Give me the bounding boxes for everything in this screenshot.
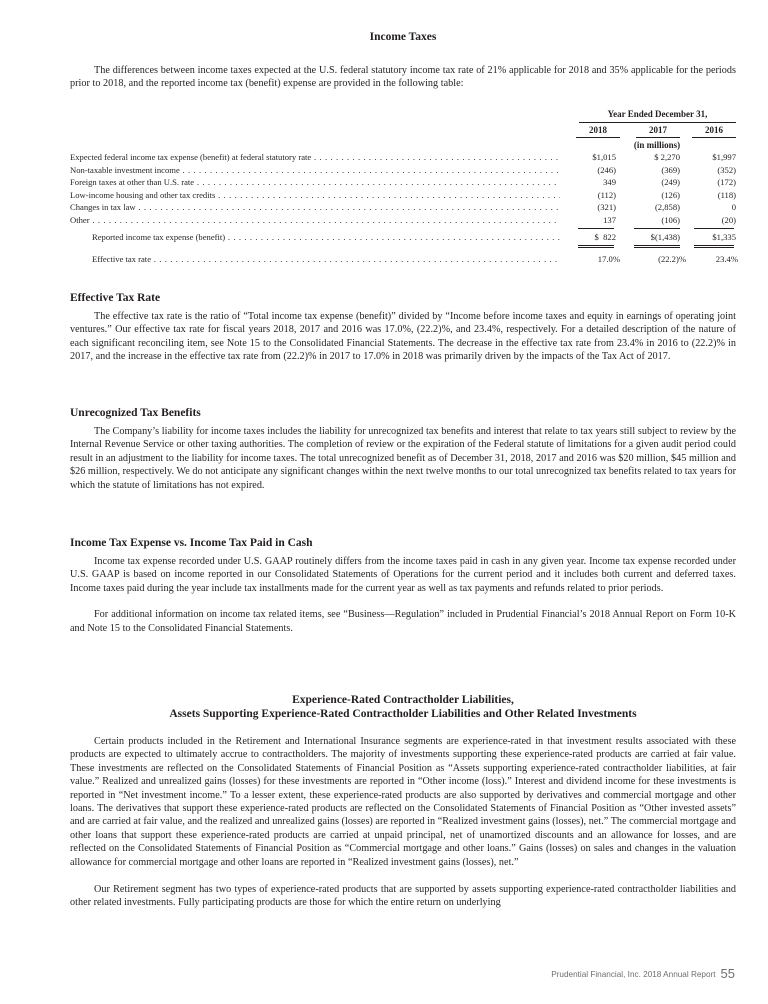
row-label: Non-taxable investment income . . . xyxy=(70,165,560,175)
section-effective-tax-rate xyxy=(70,292,736,364)
row-label: Effective tax rate . . . xyxy=(92,254,560,264)
paragraph: The differences between income taxes expected at the U.S. federal statutory income tax rate of 21% applicable for 2018 and 35% applicable for the periods prior to 2018, and the reported income tax (benefit) expense are provided in the following table: xyxy=(70,65,736,90)
section-title-income-taxes: Income Taxes xyxy=(369,31,437,43)
table-row xyxy=(70,165,736,177)
table-row xyxy=(70,202,736,214)
cell-2016: $1,335 xyxy=(712,232,736,242)
column-rule xyxy=(576,137,620,138)
header-rule xyxy=(579,122,736,123)
row-label: Expected federal income tax expense (benefit) at federal statutory rate . . . xyxy=(70,152,560,162)
section-unrecognized-tax-benefits xyxy=(70,407,736,492)
section-heading: Income Tax Expense vs. Income Tax Paid in Cash xyxy=(70,537,313,549)
table-group-header: Year Ended December 31, xyxy=(607,109,708,119)
total-double-rule xyxy=(694,245,734,248)
cell-2018: 137 xyxy=(603,214,616,225)
table-row xyxy=(70,215,736,227)
row-label: Other . . . xyxy=(70,215,560,225)
subtotal-rule xyxy=(634,228,680,229)
cell-2018: 349 xyxy=(603,177,616,187)
table-row-total xyxy=(70,232,736,244)
cell-2016: 0 xyxy=(731,202,736,212)
table-row xyxy=(70,190,736,202)
column-header-2016: 2016 xyxy=(705,125,723,135)
cell-2018: $ 822 xyxy=(594,232,616,242)
cell-2018: 17.0% xyxy=(597,254,620,264)
subtotal-rule xyxy=(694,228,734,229)
section-title-line-1: Experience-Rated Contractholder Liabilities, xyxy=(292,694,514,706)
row-label: Foreign taxes at other than U.S. rate . . . xyxy=(70,177,560,187)
page-number: 55 xyxy=(720,966,735,981)
cell-2018: $1,015 xyxy=(592,152,616,162)
income-taxes-intro xyxy=(70,64,736,91)
section-heading: Unrecognized Tax Benefits xyxy=(70,407,201,419)
cell-2017: $ 2,270 xyxy=(654,152,680,162)
paragraph: The Company’s liability for income taxes includes the liability for unrecognized tax benefits and interest that relate to tax years still subject to review by the Internal Revenue Service or other taxing authorities. The completion of review or the expiration of the Federal statute of limitations for a given audit period could result in an adjustment to the liability for income taxes. The total unrecognized benefit as of December 31, 2018, 2017 and 2016 was $20 million, $45 million and $26 million, respectively. We do not anticipate any significant changes within the next twelve months to our total unrecognized tax benefits related to tax years for which the statute of limitations has not expired. xyxy=(70,426,736,491)
row-label: Changes in tax law . . . xyxy=(70,202,560,212)
total-double-rule xyxy=(634,245,680,248)
cell-2017: (369) xyxy=(661,164,680,175)
cell-2018: (321) xyxy=(597,202,616,212)
units-label: (in millions) xyxy=(633,140,681,150)
cell-2018: (112) xyxy=(597,189,616,200)
section-heading: Effective Tax Rate xyxy=(70,292,161,304)
report-name: Prudential Financial, Inc. 2018 Annual Report xyxy=(551,970,716,979)
subtotal-rule xyxy=(578,228,614,229)
paragraph: For additional information on income tax related items, see “Business—Regulation” included in Prudential Financial’s 2018 Annual Report on Form 10-K and Note 15 to the Consolidated Financial Statements. xyxy=(70,609,736,634)
cell-2017: (2,858) xyxy=(654,202,680,212)
cell-2017: (249) xyxy=(661,177,680,187)
cell-2016: 23.4% xyxy=(715,254,738,264)
cell-2018: (246) xyxy=(597,164,616,175)
cell-2017: (126) xyxy=(661,189,680,200)
cell-2017: (22.2)% xyxy=(658,254,686,264)
table-row-rate xyxy=(70,254,736,266)
column-header-2017: 2017 xyxy=(649,125,667,135)
total-double-rule xyxy=(578,245,614,248)
cell-2017: (106) xyxy=(661,214,680,225)
section-expense-vs-cash xyxy=(70,537,736,635)
row-label: Low-income housing and other tax credits . . . xyxy=(70,190,560,200)
cell-2016: (172) xyxy=(717,177,736,187)
paragraph: The effective tax rate is the ratio of “Total income tax expense (benefit)” divided by “Income before income taxes and equity in earnings of operating joint ventures.” Our effective tax rate for fiscal years 2018, 2017 and 2016 was 17.0%, (22.2)%, and 23.4%, respectively. For a detailed description of the nature of each significant reconciling item, see Note 15 to the Consolidated Financial Statements. The decrease in the effective tax rate from 23.4% in 2016 to (22.2)% in 2017, and the increase in the effective tax rate from (22.2)% in 2017 to 17.0% in 2018 was primarily driven by the impacts of the Tax Act of 2017. xyxy=(70,311,736,363)
section-title-line-2: Assets Supporting Experience-Rated Contractholder Liabilities and Other Related Investments xyxy=(169,708,637,720)
row-label: Reported income tax expense (benefit) . . . xyxy=(92,232,560,242)
paragraph: Income tax expense recorded under U.S. GAAP routinely differs from the income taxes paid in cash in any given year. Income tax expense recorded under U.S. GAAP is based on income reported in our Consolidated Statements of Operations for the current period and it includes both current and deferred taxes. Income taxes paid during the year include tax installments made for the current year as well as tax payments and refunds related to prior periods. xyxy=(70,556,736,594)
column-rule xyxy=(636,137,680,138)
cell-2016: (352) xyxy=(717,164,736,175)
cell-2016: (118) xyxy=(717,189,736,200)
cell-2017: $(1,438) xyxy=(650,232,680,242)
paragraph: Our Retirement segment has two types of experience-rated products that are supported by assets supporting experience-rated contractholder liabilities and other related investments. Fully participating products are those for which the entire return on underlying xyxy=(70,884,736,909)
table-row xyxy=(70,177,736,189)
section-experience-rated xyxy=(70,694,736,910)
paragraph: Certain products included in the Retirement and International Insurance segments are experience-rated in that investment results associated with these products are expected to ultimately accrue to contractholders. The majority of investments supporting these experience-rated products are carried at fair value. These investments are reflected on the Consolidated Statements of Financial Position as “Assets supporting experience-rated contractholder liabilities, at fair value.” Realized and unrealized gains (losses) for these investments are reported in “Other income (loss).” Interest and dividend income for these investments is reported in “Net investment income.” To a lesser extent, these experience-rated products are also supported by derivatives and commercial mortgage and other loans. The derivatives that support these experience-rated products are reflected on the Consolidated Statements of Financial Position as “Other invested assets” and are carried at fair value, and the realized and unrealized gains (losses) are reported in “Realized investment gains (losses), net.” The commercial mortgage and other loans that support these experience-rated products are carried at unpaid principal, net of unamortized discounts and an allowance for losses, and are reflected on the Consolidated Statements of Financial Position as “Commercial mortgage and other loans.” Gains (losses) on sales and changes in the valuation allowance for commercial mortgage and other loans are reported in “Realized investment gains (losses), net.” xyxy=(70,736,736,868)
page-footer xyxy=(495,966,735,981)
cell-2016: $1,997 xyxy=(712,152,736,162)
table-row xyxy=(70,152,736,164)
cell-2016: (20) xyxy=(721,214,736,225)
column-rule xyxy=(692,137,736,138)
column-header-2018: 2018 xyxy=(589,125,607,135)
